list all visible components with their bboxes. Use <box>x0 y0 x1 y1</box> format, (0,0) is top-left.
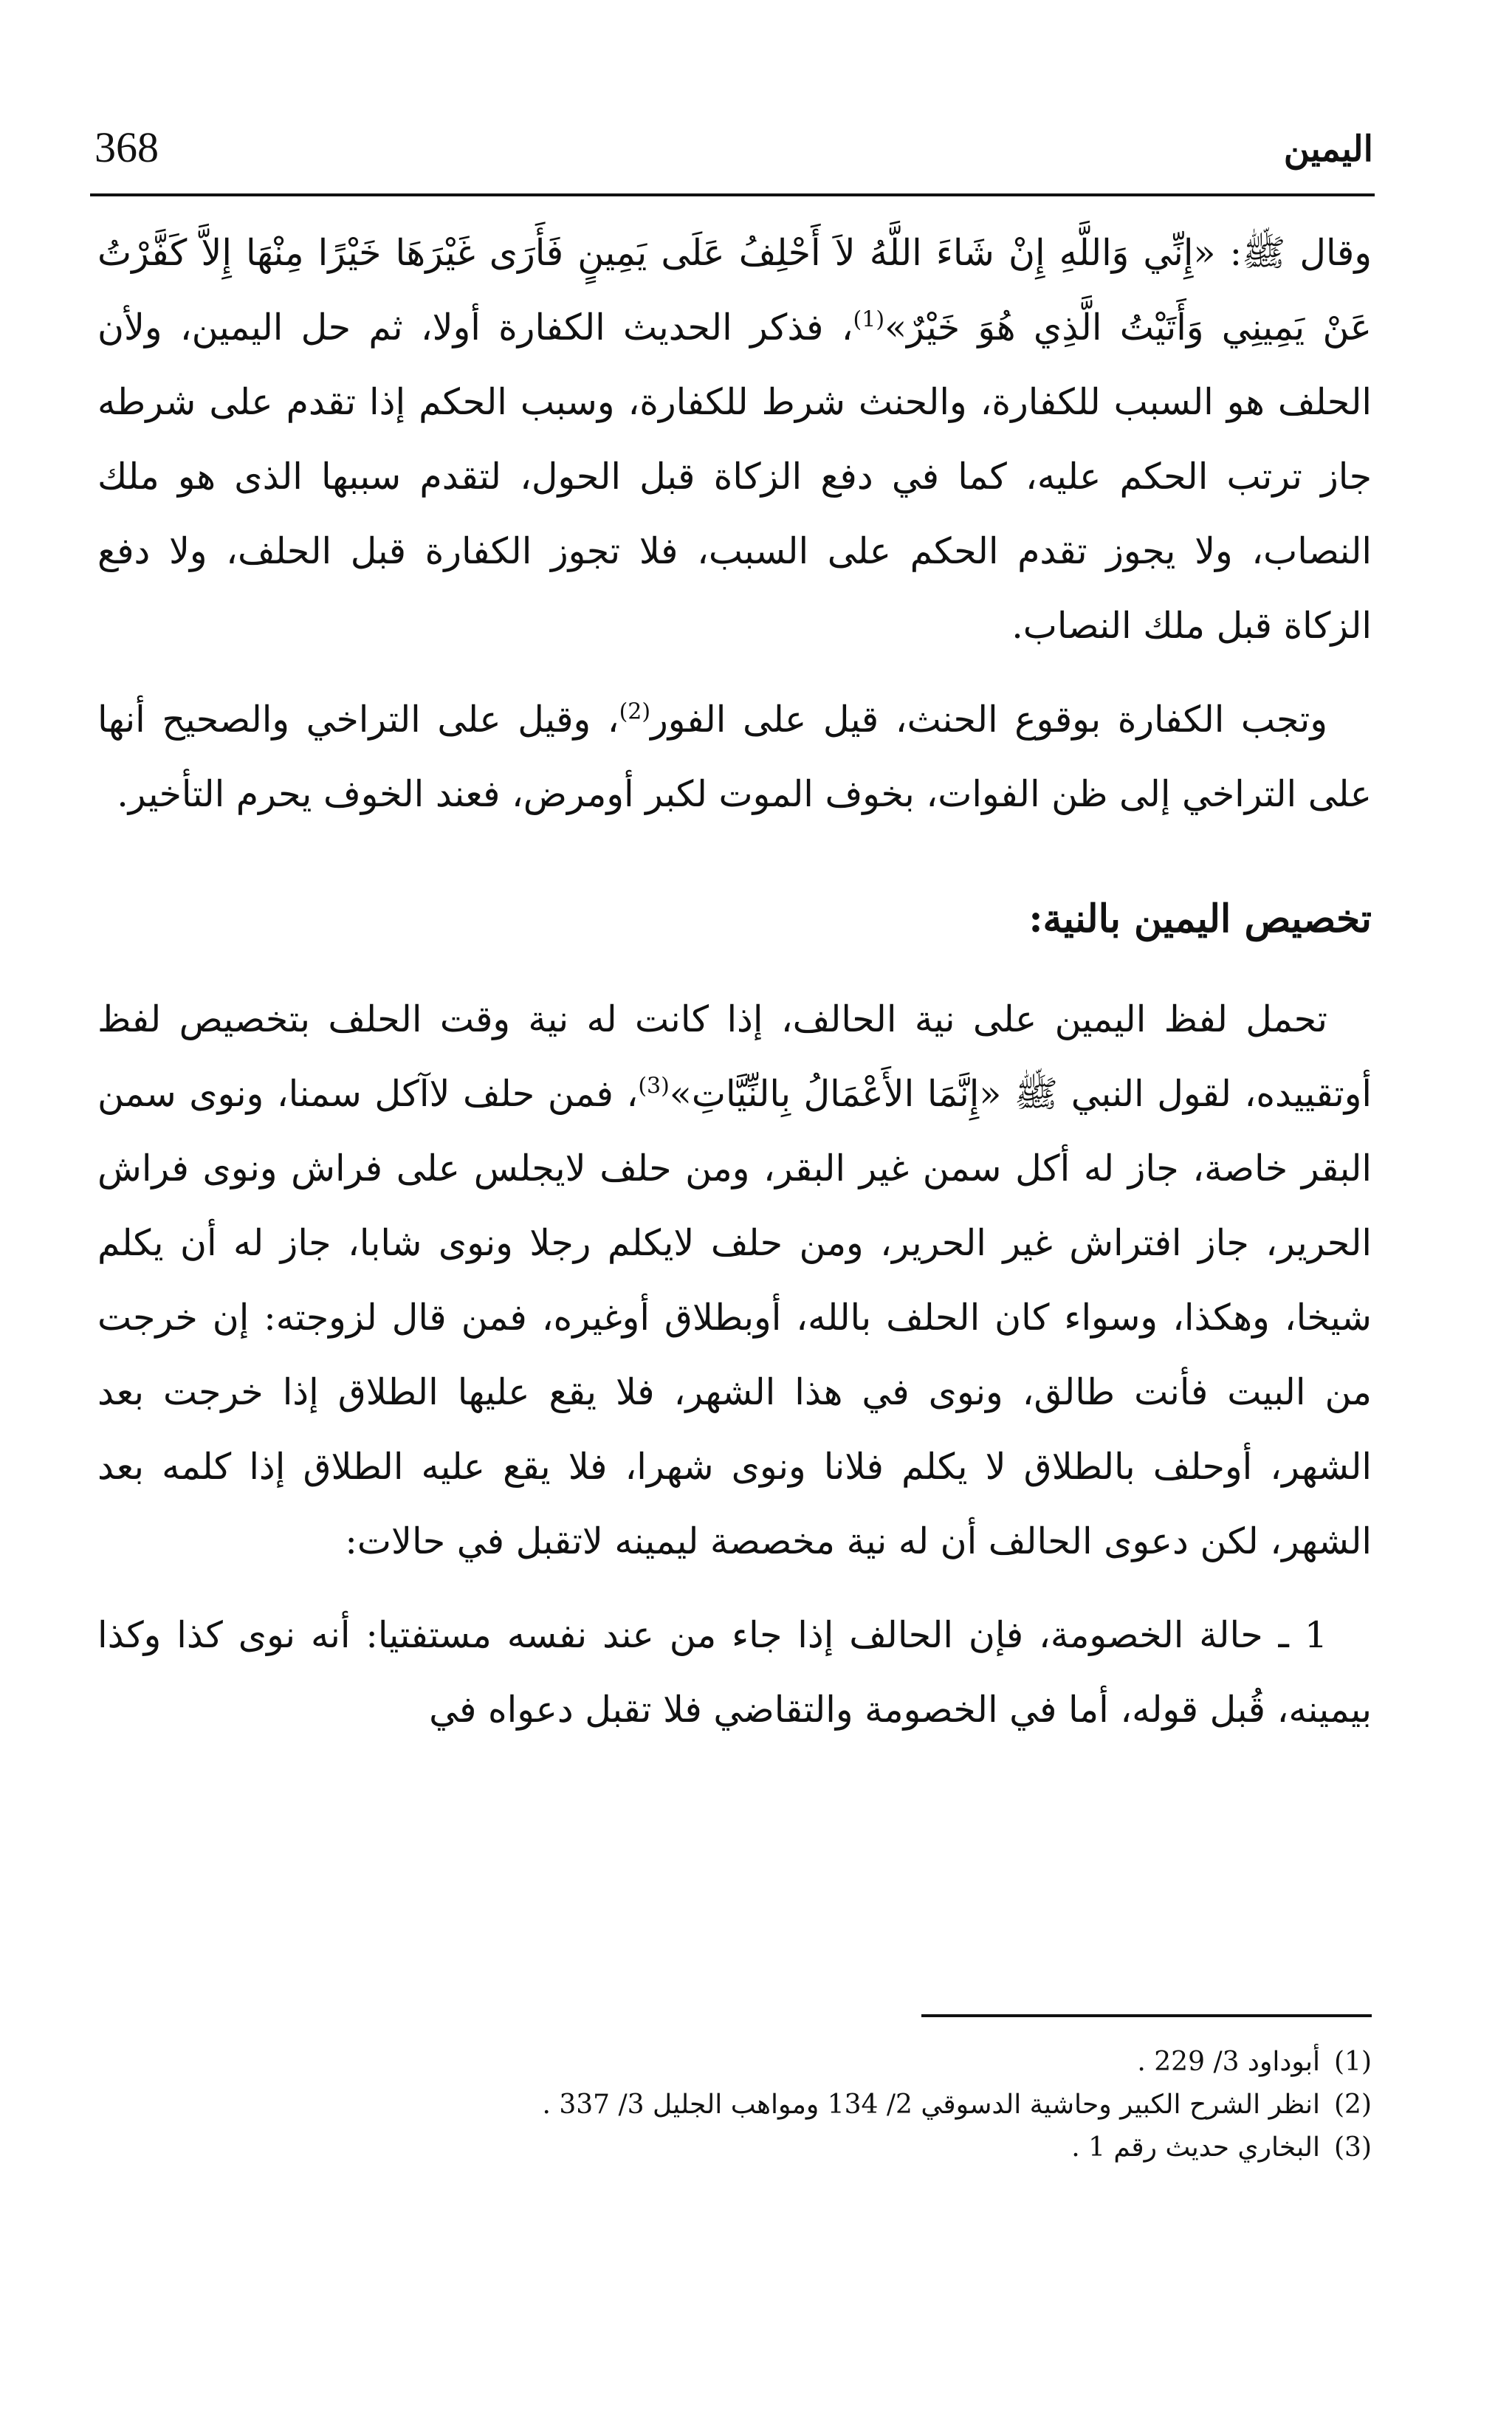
paragraph-wujub-kaffara <box>97 682 1372 831</box>
page-body <box>97 216 1372 1747</box>
paragraph-text: وتجب الكفارة بوقوع الحنث، قيل على الفور <box>650 698 1327 741</box>
footnote-number: (3) <box>1334 2132 1372 2163</box>
paragraph-text: ، وقيل على التراخي والصحيح أنها على التراخي إلى ظن الفوات، بخوف الموت لكبر أومرض، فعند الخوف يحرم التأخير. <box>97 698 1372 815</box>
footnote-2 <box>97 2084 1372 2126</box>
footnote-3 <box>97 2126 1372 2169</box>
footnote-number: (2) <box>1334 2090 1372 2120</box>
paragraph-text: ، فمن حلف لاآكل سمنا، ونوى سمن البقر خاصة، جاز له أكل سمن غير البقر، ومن حلف لايجلس على فراش ونوى فراش الحرير، جاز افتراش غير الحرير، ومن حلف لايكلم رجلا ونوى شابا، جاز له أن يكلم شيخا، وهكذا، وسواء كان الحلف بالله، أوبطلاق أوغيره، فمن قال لزوجته: إن خرجت من البيت فأنت طالق، ونوى في هذا الشهر، فلا يقع عليها الطلاق إذا خرجت بعد الشهر، أوحلف بالطلاق لا يكلم فلانا ونوى شهرا، فلا يقع عليه الطلاق إذا كلمه بعد الشهر، لكن دعوى الحالف أن له نية مخصصة ليمينه لاتقبل في حالات: <box>97 1073 1372 1562</box>
paragraph-text: وقال ﷺ: «إِنِّي وَاللَّهِ إِنْ شَاءَ اللَّهُ لاَ أَحْلِفُ عَلَى يَمِينٍ فَأَرَى غَيْرَهَا خَيْرًا مِنْهَا إِلاَّ كَفَّرْتُ عَنْ يَمِينِي وَأَتَيْتُ الَّذِي هُوَ خَيْرٌ» <box>97 232 1372 349</box>
footnote-text: أبوداود 3/ 229 . <box>1137 2047 1320 2077</box>
header-rule <box>90 193 1375 196</box>
paragraph-niyya <box>97 982 1372 1579</box>
footnote-ref-1: (1) <box>853 306 885 333</box>
footnote-number: (1) <box>1334 2047 1372 2077</box>
running-title: اليمين <box>1283 128 1373 170</box>
footnote-text: البخاري حديث رقم 1 . <box>1071 2132 1320 2163</box>
paragraph-text: ، فذكر الحديث الكفارة أولا، ثم حل اليمين، ولأن الحلف هو السبب للكفارة، والحنث شرط للكفارة، وسبب الحكم إذا تقدم على شرطه جاز ترتب الحكم عليه، كما في دفع الزكاة قبل الحول، لتقدم سببها الذى هو ملك النصاب، ولا يجوز تقدم الحكم على السبب، فلا تجوز الكفارة قبل الحلف، ولا دفع الزكاة قبل ملك النصاب. <box>97 306 1372 647</box>
paragraph-khusuma: 1 ـ حالة الخصومة، فإن الحالف إذا جاء من عند نفسه مستفتيا: أنه نوى كذا وكذا بيمينه، قُبل قوله، أما في الخصومة والتقاضي فلا تقبل دعواه في <box>97 1614 1372 1731</box>
section-heading: تخصيص اليمين بالنية: <box>1028 896 1372 941</box>
footnote-rule <box>921 2014 1372 2017</box>
page-header <box>94 118 1373 199</box>
footnote-ref-3: (3) <box>638 1073 670 1099</box>
paragraph-hadith-kaffara <box>97 216 1372 663</box>
footnote-1 <box>97 2041 1372 2084</box>
footnote-text: انظر الشرح الكبير وحاشية الدسوقي 2/ 134 ومواهب الجليل 3/ 337 . <box>542 2090 1320 2120</box>
footnote-ref-2: (2) <box>619 698 651 725</box>
paragraph-text: تحمل لفظ اليمين على نية الحالف، إذا كانت له نية وقت الحلف بتخصيص لفظ أوتقييده، لقول النبي ﷺ «إِنَّمَا الأَعْمَالُ بِالنِّيَّاتِ» <box>97 998 1372 1115</box>
footnotes <box>97 2041 1372 2169</box>
page-number: 368 <box>94 123 159 171</box>
